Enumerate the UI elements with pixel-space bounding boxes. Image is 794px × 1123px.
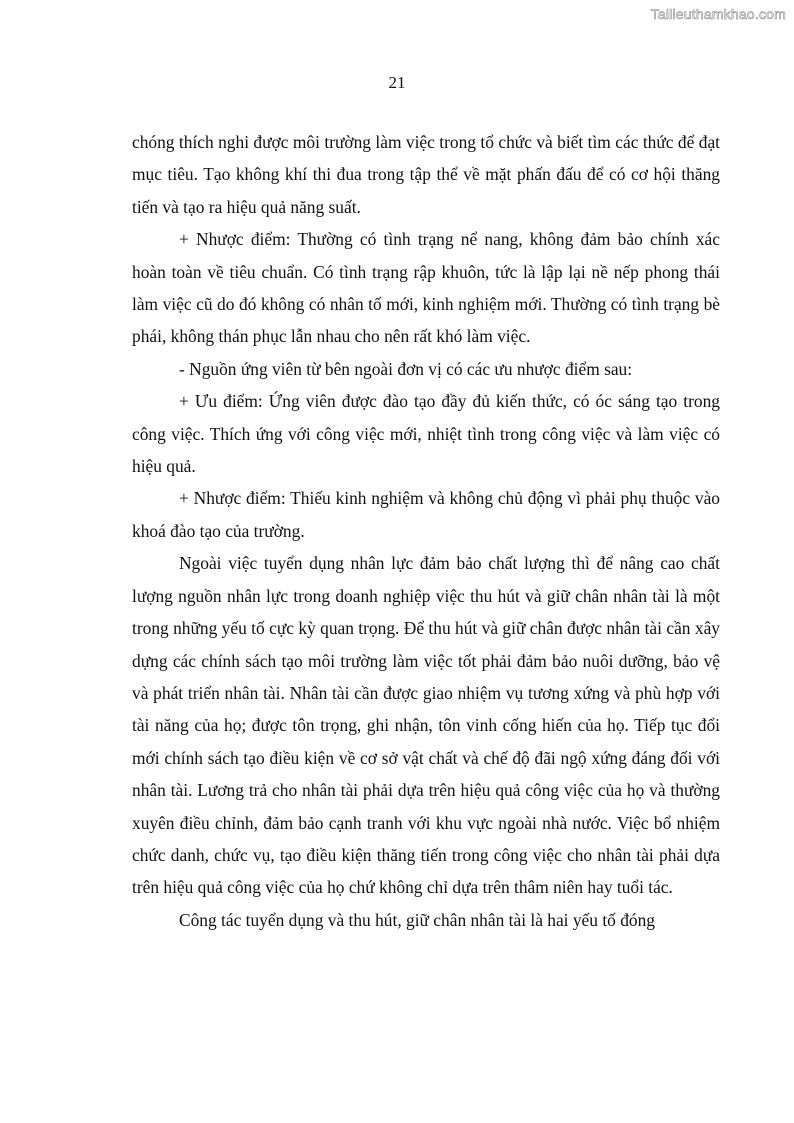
paragraph: + Nhược điểm: Thường có tình trạng nể nang, không đảm bảo chính xác hoàn toàn về tiêu chuẩn. Có tình trạng rập khuôn, tức là lập lại nề nếp phong thái làm việc cũ do đó không có nhân tố mới, kinh nghiệm mới. Thường có tình trạng bè phái, không thán phục lẫn nhau cho nên rất khó làm việc. (132, 229, 720, 347)
paragraph: - Nguồn ứng viên từ bên ngoài đơn vị có các ưu nhược điểm sau: (179, 358, 633, 379)
paragraph: + Nhược điểm: Thiếu kinh nghiệm và không chủ động vì phải phụ thuộc vào khoá đào tạo của trường. (132, 488, 720, 541)
paragraph: Công tác tuyển dụng và thu hút, giữ chân nhân tài là hai yếu tố đóng (179, 909, 655, 930)
paragraph: Ngoài việc tuyển dụng nhân lực đảm bảo chất lượng thì để nâng cao chất lượng nguồn nhân lực trong doanh nghiệp việc thu hút và giữ chân nhân tài là một trong những yếu tố cực kỳ quan trọng. Để thu hút và giữ chân được nhân tài cần xây dựng các chính sách tạo môi trường làm việc tốt phải đảm bảo nuôi dưỡng, bảo vệ và phát triển nhân tài. Nhân tài cần được giao nhiệm vụ tương xứng và phù hợp với tài năng của họ; được tôn trọng, ghi nhận, tôn vinh cống hiến của họ. Tiếp tục đổi mới chính sách tạo điều kiện về cơ sở vật chất và chế độ đãi ngộ xứng đáng đối với nhân tài. Lương trả cho nhân tài phải dựa trên hiệu quả công việc của họ và thường xuyên điều chỉnh, đảm bảo cạnh tranh với khu vực ngoài nhà nước. Việc bổ nhiệm chức danh, chức vụ, tạo điều kiện thăng tiến trong công việc cho nhân tài phải dựa trên hiệu quả công việc của họ chứ không chỉ dựa trên thâm niên hay tuổi tác. (132, 553, 720, 898)
document-body (132, 126, 720, 936)
watermark-text: Tailieuthamkhao.com (650, 6, 786, 22)
page-number: 21 (388, 73, 406, 92)
paragraph: chóng thích nghi được môi trường làm việc trong tổ chức và biết tìm các thức để đạt mục tiêu. Tạo không khí thi đua trong tập thể về mặt phấn đấu để có cơ hội thăng tiến và tạo ra hiệu quả năng suất. (132, 132, 720, 217)
paragraph: + Ưu điểm: Ứng viên được đào tạo đầy đủ kiến thức, có óc sáng tạo trong công việc. Thích ứng với công việc mới, nhiệt tình trong công việc và làm việc có hiệu quả. (132, 391, 720, 477)
